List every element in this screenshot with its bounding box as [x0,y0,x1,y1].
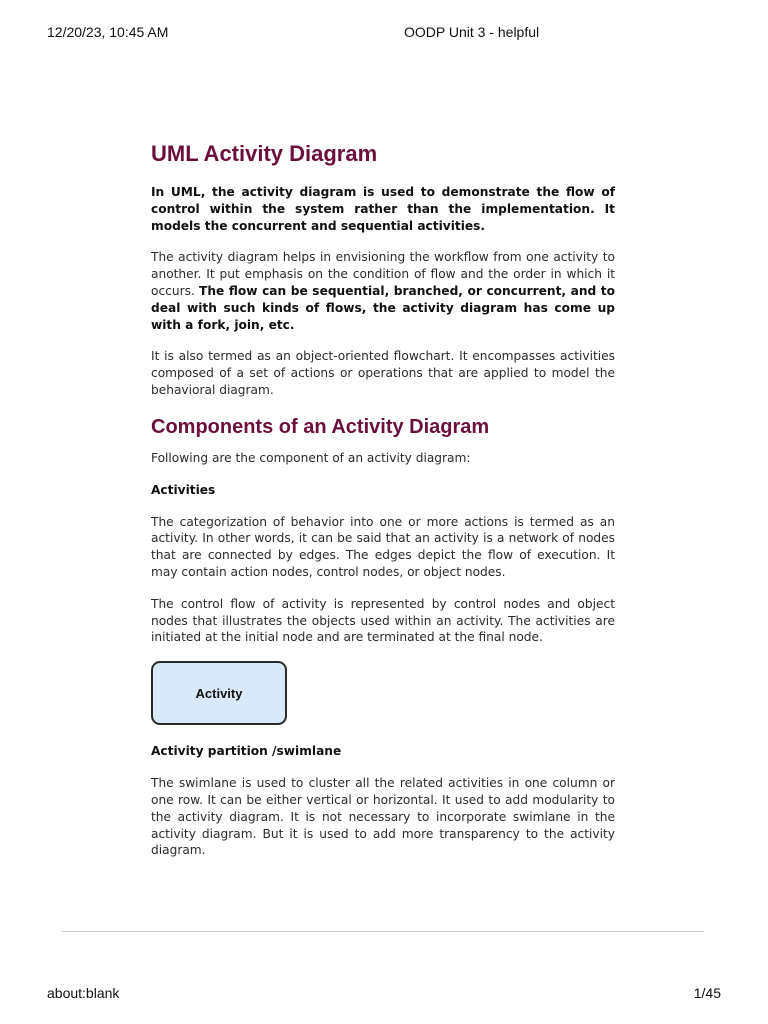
print-footer [0,985,768,1003]
article-content [151,140,615,874]
workflow-paragraph-emphasis: The flow can be sequential, branched, or concurrent, and to deal with such kinds of flows, the activity diagram has come up with a fork, join, etc. [151,283,615,332]
print-header [0,24,768,42]
page-title: UML Activity Diagram [151,141,378,166]
print-document-title: OODP Unit 3 - helpful [404,24,540,40]
components-intro: Following are the component of an activity diagram: [151,450,471,465]
print-datetime: 12/20/23, 10:45 AM [47,24,169,40]
workflow-paragraph-text: The activity diagram helps in envisioning the workflow from one activity to another. It put emphasis on the condition of flow and the order in which it occurs. [151,250,615,298]
page-number: 1/45 [693,985,721,1001]
activities-paragraph-1: The categorization of behavior into one or more actions is termed as an activity. In other words, it can be said that an activity is a network of nodes that are connected by edges. The edges depict the flow of execution. It may contain action nodes, control nodes, or object nodes. [151,514,615,579]
intro-paragraph: In UML, the activity diagram is used to demonstrate the flow of control within the system rather than the implementation. It models the concurrent and sequential activities. [151,185,615,233]
activity-node-label: Activity [195,685,243,701]
partition-paragraph: The swimlane is used to cluster all the related activities in one column or one row. It can be either vertical or horizontal. It used to add modularity to the activity diagram. It is not necessary to incorporate swimlane in the activity diagram. But it is used to add more transparency to the activity diagram. [151,776,615,858]
activity-node-illustration [151,661,287,725]
workflow-paragraph [151,249,615,333]
footer-divider [62,931,704,932]
activities-heading: Activities [151,482,216,497]
flowchart-paragraph: It is also termed as an object-oriented flowchart. It encompasses activities composed of a set of actions or operations that are applied to model the behavioral diagram. [151,349,615,397]
partition-heading: Activity partition /swimlane [151,744,342,759]
components-heading: Components of an Activity Diagram [151,415,490,438]
activities-paragraph-2: The control flow of activity is represented by control nodes and object nodes that illustrates the objects used within an activity. The activities are initiated at the initial node and are terminated at the final node. [151,596,615,645]
print-url: about:blank [47,985,120,1001]
